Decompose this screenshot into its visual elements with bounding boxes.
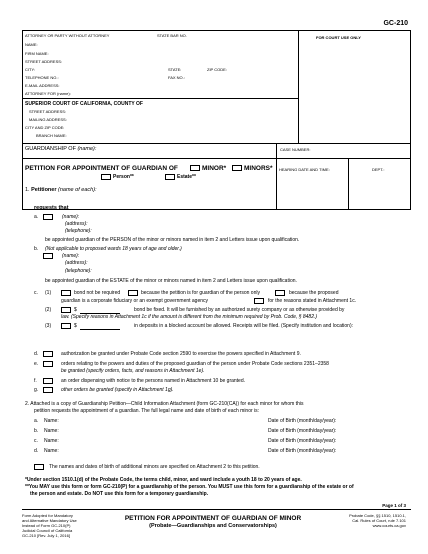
court-street-label: STREET ADDRESS: (29, 109, 67, 114)
item1e-text: orders relating to the powers and duties of the proposed guardian of the person under Probate Code sections 2351–2358 (61, 361, 329, 367)
minor-c-name: Name: (44, 438, 59, 444)
court-city-label: CITY AND ZIP CODE: (25, 125, 65, 130)
item1a-address: (address): (65, 221, 88, 227)
item1b-letter: b. (34, 246, 39, 252)
footer-right-1: Probate Code, §§ 1510, 1510.1, (349, 513, 406, 518)
footer-left-1: Form Adopted for Mandatory (22, 513, 73, 518)
footnote-2: **You MAY use this form or form GC-210(P) for a guardianship of the person. You MUST use this form for a guardianship of the estate or of (25, 484, 354, 490)
minors-checkbox[interactable] (232, 165, 242, 171)
item1c1-corporate-text: guardian is a corporate fiduciary or an exempt government agency (61, 298, 209, 304)
footnote-3: the person and estate. Do NOT use this form for a temporary guardianship. (30, 491, 209, 497)
requests-that: requests that (34, 205, 69, 211)
item1g-checkbox[interactable] (43, 387, 53, 393)
minor-d-dob: Date of Birth (month/day/year): (268, 448, 337, 454)
minor-a-name: Name: (44, 418, 59, 424)
item1e-letter: e. (34, 361, 39, 367)
minor-label: MINOR* (202, 165, 227, 172)
tel-label: TELEPHONE NO.: (25, 75, 59, 80)
item1c1-person-checkbox[interactable] (128, 290, 138, 296)
zip-label: ZIP CODE: (207, 67, 227, 72)
item1b-text: be appointed guardian of the ESTATE of the minor or minors named in item 2 and Letters issue upon qualification. (45, 278, 297, 284)
item1c1-proposed-text: because the proposed (289, 290, 339, 296)
footer-right-2: Cal. Rules of Court, rule 7.101 (352, 518, 406, 523)
minor-checkbox[interactable] (190, 165, 200, 171)
item1a-telephone: (telephone): (65, 228, 92, 234)
item1b-note: (Not applicable to proposed wards 18 years of age and older.) (45, 246, 182, 252)
footer-left-3: Instead of Form GC-210(P) (22, 523, 71, 528)
item1b-checkbox[interactable] (43, 253, 53, 259)
item1c1-fiduciary-checkbox[interactable] (275, 290, 285, 296)
state-bar-label: STATE BAR NO. (157, 33, 187, 38)
item1c2-checkbox[interactable] (61, 307, 71, 313)
item1d-letter: d. (34, 351, 39, 357)
item1f-checkbox[interactable] (43, 378, 53, 384)
item1c3-checkbox[interactable] (61, 323, 71, 329)
item1c2-law: law. (Specify reasons in Attachment 1c if the amount is different from the minimum required by Prob. Code, § 8482.) (61, 314, 318, 320)
court-branch-label: BRANCH NAME: (36, 133, 67, 138)
item1a-name: (name): (62, 214, 80, 220)
item1c3-number: (3) (45, 323, 52, 329)
additional-minors-checkbox[interactable] (34, 464, 44, 470)
item1d-text: authorization be granted under Probate Code section 2590 to exercise the powers specified in Attachment 9. (61, 351, 301, 357)
item1f-letter: f. (34, 378, 37, 384)
header-box (22, 30, 411, 210)
item1b-name: (name): (62, 253, 80, 259)
item2-text2: petition requests the appointment of a guardian. The full legal name and date of birth of each minor is: (34, 408, 260, 414)
page-number: Page 1 of 3 (382, 503, 406, 508)
footer-left-4: Judicial Council of California (22, 528, 73, 533)
item1a-letter: a. (34, 214, 39, 220)
item1c2-dollar: $ (74, 307, 77, 313)
item1c1-reasons-text: for the reasons stated in Attachment 1c. (268, 298, 357, 304)
court-title: SUPERIOR COURT OF CALIFORNIA, COUNTY OF (25, 101, 143, 107)
minor-b-letter: b. (34, 428, 39, 434)
item1a-checkbox[interactable] (43, 214, 53, 220)
additional-minors-text: The names and dates of birth of additional minors are specified on Attachment 2 to this petition. (49, 464, 260, 470)
item1c2-number: (2) (45, 307, 52, 313)
footer-left-2: and Alternative Mandatory Use (22, 518, 77, 523)
minor-d-letter: d. (34, 448, 39, 454)
city-label: CITY: (25, 67, 36, 72)
case-number-label: CASE NUMBER: (280, 147, 311, 152)
dept-label: DEPT.: (372, 167, 385, 172)
person-label: Person** (113, 174, 134, 180)
firm-label: FIRM NAME: (25, 51, 49, 56)
minor-b-name: Name: (44, 428, 59, 434)
minor-c-dob: Date of Birth (month/day/year): (268, 438, 337, 444)
footer-title: PETITION FOR APPOINTMENT OF GUARDIAN OF MINOR (124, 515, 302, 522)
item1-petitioner: 1. Petitioner (name of each): (25, 187, 97, 193)
petition-title: PETITION FOR APPOINTMENT OF GUARDIAN OF (25, 165, 178, 172)
item1b-telephone: (telephone): (65, 268, 92, 274)
item1d-checkbox[interactable] (43, 351, 53, 357)
item1c1-reasons-checkbox[interactable] (254, 298, 264, 304)
fax-label: FAX NO.: (168, 75, 185, 80)
item1c1-number: (1) (45, 290, 52, 296)
attorney-for-label: ATTORNEY FOR (name): (25, 91, 71, 96)
email-label: E-MAIL ADDRESS: (25, 83, 60, 88)
minor-a-dob: Date of Birth (month/day/year): (268, 418, 337, 424)
item1e-checkbox[interactable] (43, 361, 53, 367)
form-id: GC-210 (383, 20, 408, 27)
item1e-text2: be granted (specify orders, facts, and reasons in Attachment 1e). (61, 368, 205, 374)
estate-checkbox[interactable] (165, 174, 175, 180)
item1b-address: (address): (65, 260, 88, 266)
item1c3-text: in deposits in a blocked account be allowed. Receipts will be filed. (Specify institution and location): (134, 323, 354, 329)
item1f-text: an order dispensing with notice to the persons named in Attachment 10 be granted. (61, 378, 246, 384)
item1c1-person-text: because the petition is for guardian of the person only (141, 290, 260, 296)
item1c1-checkbox[interactable] (61, 290, 71, 296)
minor-c-letter: c. (34, 438, 38, 444)
footer-right-3[interactable]: www.courts.ca.gov (372, 523, 406, 528)
hearing-label: HEARING DATE AND TIME: (279, 167, 330, 172)
item1c3-dollar: $ (74, 323, 77, 329)
court-use-label: FOR COURT USE ONLY (316, 35, 361, 40)
item1c1-text: bond not be required (74, 290, 121, 296)
guardianship-of: GUARDIANSHIP OF (name): (25, 146, 97, 152)
minor-a-letter: a. (34, 418, 39, 424)
footer-left-5: GC-210 [Rev. July 1, 2016] (22, 533, 70, 538)
state-label: STATE: (168, 67, 182, 72)
minors-label: MINORS* (244, 165, 273, 172)
estate-label: Estate** (177, 174, 196, 180)
footer-subtitle: (Probate—Guardianships and Conservatorships) (149, 523, 277, 529)
item1g-text: other orders be granted (specify in Attachment 1g). (61, 387, 174, 393)
item1g-letter: g. (34, 387, 39, 393)
item1c2-text: bond be fixed. It will be furnished by an authorized surety company or as otherwise provided by (134, 307, 345, 313)
footnote-1: *Under section 1510.1(d) of the Probate Code, the terms child, minor, and ward include a youth 18 to 20 years of age. (25, 477, 302, 483)
item1c-letter: c. (34, 290, 38, 296)
name-label: NAME: (25, 42, 38, 47)
street-label: STREET ADDRESS: (25, 59, 63, 64)
court-mailing-label: MAILING ADDRESS: (29, 117, 67, 122)
item2-text1: 2. Attached is a copy of Guardianship Petition—Child Information Attachment (form GC-210(CA)) for each minor for whom this (25, 401, 304, 407)
minor-b-dob: Date of Birth (month/day/year): (268, 428, 337, 434)
person-checkbox[interactable] (101, 174, 111, 180)
item1a-text: be appointed guardian of the PERSON of the minor or minors named in item 2 and Letters issue upon qualification. (45, 237, 300, 243)
attorney-label: ATTORNEY OR PARTY WITHOUT ATTORNEY (25, 33, 110, 38)
minor-d-name: Name: (44, 448, 59, 454)
